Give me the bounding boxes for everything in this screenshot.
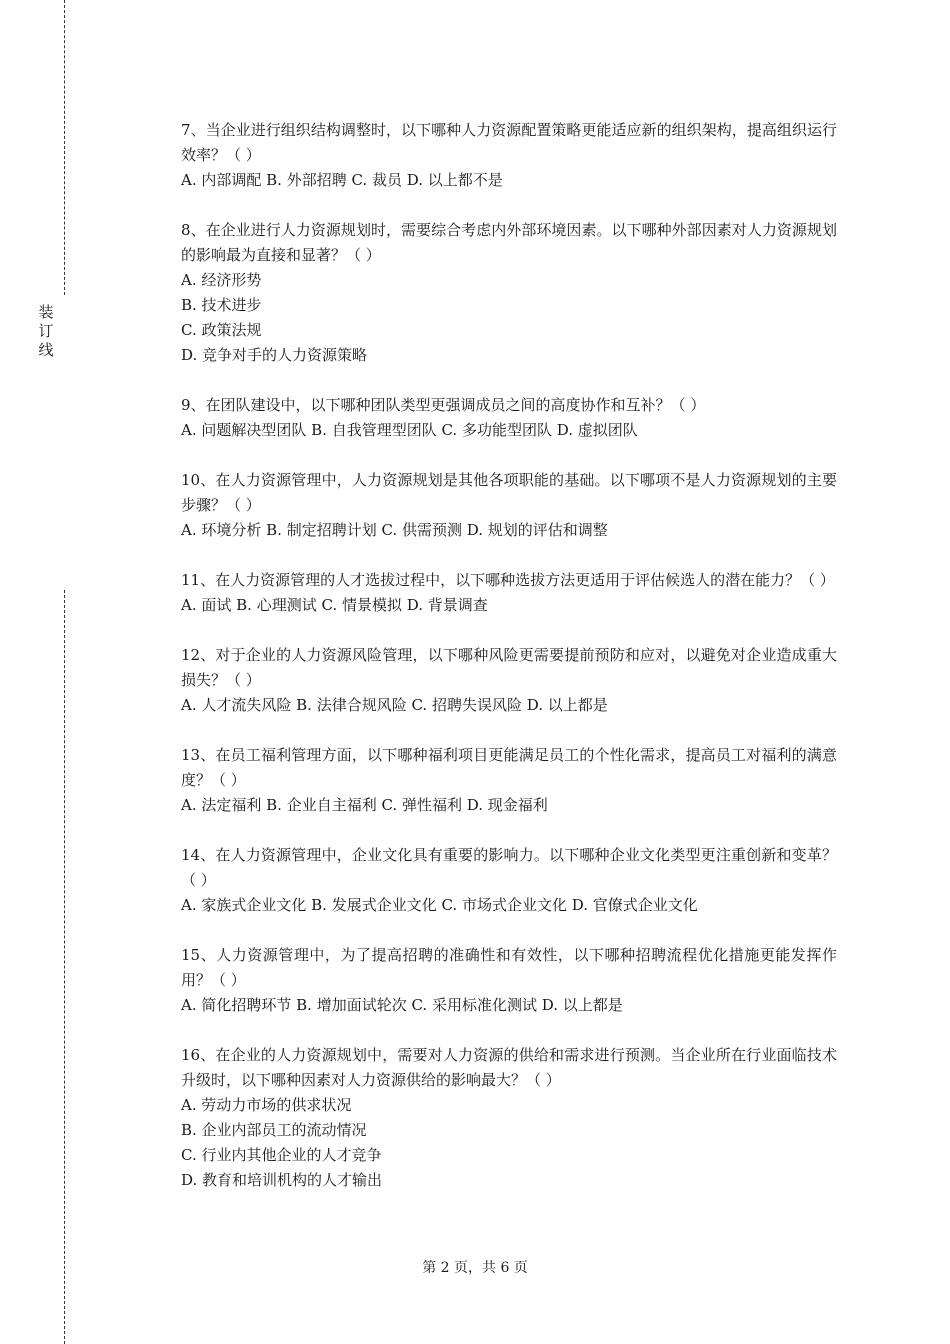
question-stem: 16、在企业的人力资源规划中，需要对人力资源的供给和需求进行预测。当企业所在行业面临技术升级时，以下哪种因素对人力资源供给的影响最大？（ ） [181,1046,837,1089]
question-stem: 8、在企业进行人力资源规划时，需要综合考虑内外部环境因素。以下哪种外部因素对人力资源规划的影响最为直接和显著？（ ） [181,221,837,264]
option-d: D. 教育和培训机构的人才输出 [181,1171,383,1189]
question-options: A. 家族式企业文化 B. 发展式企业文化 C. 市场式企业文化 D. 官僚式企业文化 [181,896,698,914]
question-stem: 11、在人力资源管理的人才选拔过程中，以下哪种选拔方法更适用于评估候选人的潜在能力？（ ） [181,571,835,589]
question-10 [181,468,837,543]
question-options: A. 问题解决型团队 B. 自我管理型团队 C. 多功能型团队 D. 虚拟团队 [181,421,638,439]
question-14 [181,843,837,918]
binding-line-label: 装订线 [38,303,54,359]
question-stem: 9、在团队建设中，以下哪种团队类型更强调成员之间的高度协作和互补？（ ） [181,396,706,414]
question-options: A. 人才流失风险 B. 法律合规风险 C. 招聘失误风险 D. 以上都是 [181,696,608,714]
question-16 [181,1043,837,1193]
question-options: A. 简化招聘环节 B. 增加面试轮次 C. 采用标准化测试 D. 以上都是 [181,996,623,1014]
option-b: B. 企业内部员工的流动情况 [181,1121,367,1139]
binding-dashed-line-bottom [64,590,65,1344]
option-d: D. 竞争对手的人力资源策略 [181,346,368,364]
question-stem: 13、在员工福利管理方面，以下哪种福利项目更能满足员工的个性化需求，提高员工对福利的满意度？（ ） [181,746,837,789]
question-stem: 15、人力资源管理中，为了提高招聘的准确性和有效性，以下哪种招聘流程优化措施更能发挥作用？（ ） [181,946,837,989]
question-stem: 7、当企业进行组织结构调整时，以下哪种人力资源配置策略更能适应新的组织架构，提高组织运行效率？（ ） [181,121,837,164]
question-options: A. 内部调配 B. 外部招聘 C. 裁员 D. 以上都不是 [181,171,503,189]
question-options: A. 面试 B. 心理测试 C. 情景模拟 D. 背景调查 [181,596,488,614]
option-c: C. 政策法规 [181,321,262,339]
question-list [181,118,837,1218]
question-8 [181,218,837,368]
binding-dashed-line-top [64,0,65,295]
question-15 [181,943,837,1018]
question-stem: 14、在人力资源管理中，企业文化具有重要的影响力。以下哪种企业文化类型更注重创新和变革？（ ） [181,846,837,889]
page-number-footer: 第 2 页，共 6 页 [422,1260,528,1276]
question-9 [181,393,837,443]
option-a: A. 经济形势 [181,271,262,289]
option-b: B. 技术进步 [181,296,262,314]
question-13 [181,743,837,818]
question-options: A. 法定福利 B. 企业自主福利 C. 弹性福利 D. 现金福利 [181,796,548,814]
question-options: A. 环境分析 B. 制定招聘计划 C. 供需预测 D. 规划的评估和调整 [181,521,608,539]
question-11 [181,568,837,618]
question-stem: 10、在人力资源管理中，人力资源规划是其他各项职能的基础。以下哪项不是人力资源规划的主要步骤？（ ） [181,471,837,514]
option-c: C. 行业内其他企业的人才竞争 [181,1146,382,1164]
question-stem: 12、对于企业的人力资源风险管理，以下哪种风险更需要提前预防和应对，以避免对企业造成重大损失？（ ） [181,646,837,689]
option-a: A. 劳动力市场的供求状况 [181,1096,352,1114]
question-7 [181,118,837,193]
question-12 [181,643,837,718]
